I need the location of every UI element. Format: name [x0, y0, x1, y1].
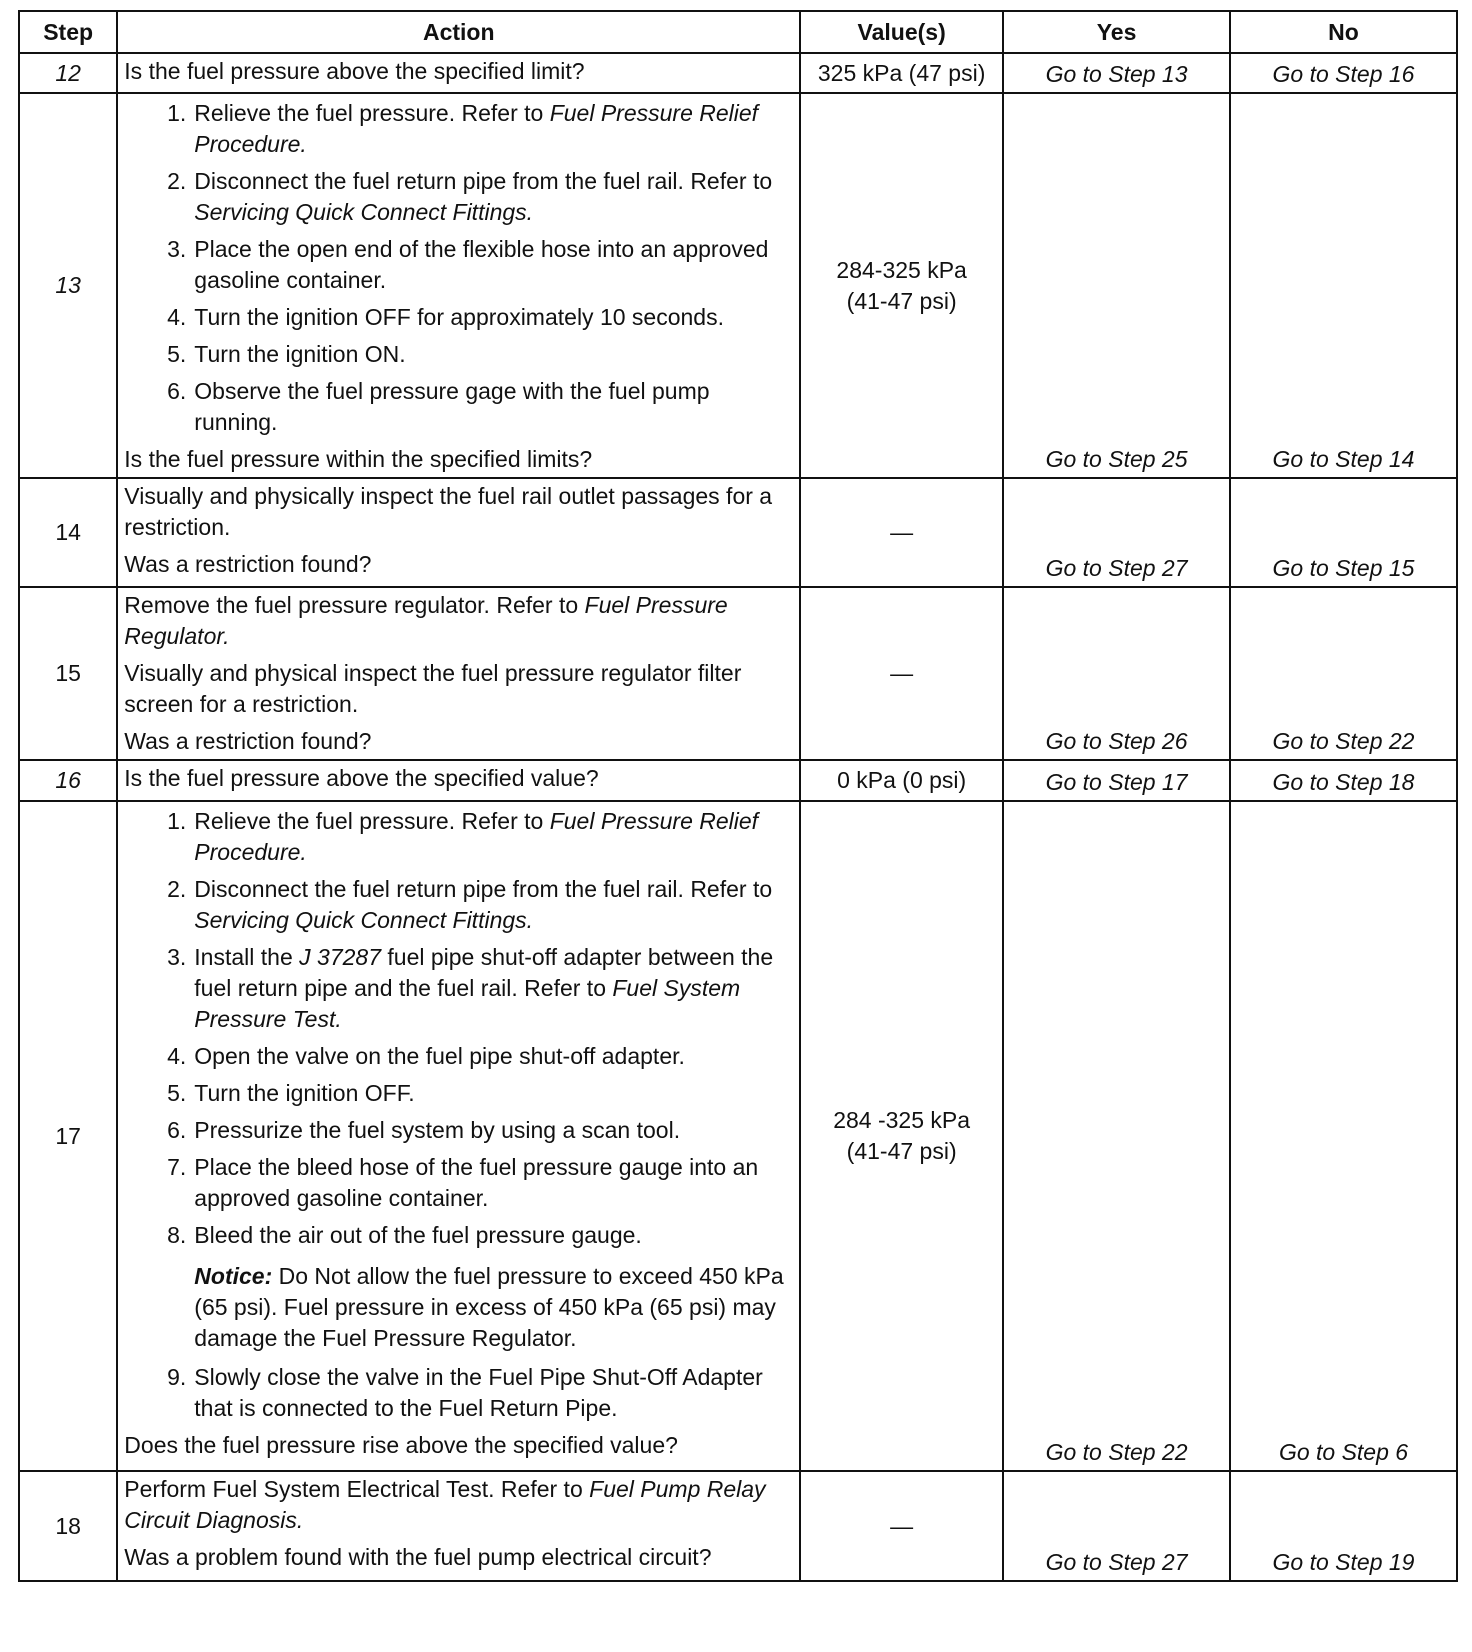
action-text: Visually and physical inspect the fuel pressure regulator filter screen for a restriction.	[124, 660, 742, 717]
table-row	[19, 760, 1457, 801]
value-cell	[800, 801, 1003, 1471]
list-item: 2. Disconnect the fuel return pipe from the fuel rail. Refer to Servicing Quick Connect Fittings.	[167, 168, 773, 225]
list-item: 6. Pressurize the fuel system by using a scan tool.	[167, 1117, 681, 1143]
action-cell	[117, 478, 800, 587]
value-line: 284 -325 kPa	[833, 1107, 971, 1133]
list-item: 5. Turn the ignition ON.	[167, 341, 406, 367]
header-no: No	[1230, 11, 1457, 53]
diagnostic-page	[18, 10, 1458, 1582]
header-row	[19, 11, 1457, 53]
action-cell	[117, 1471, 800, 1581]
yes-cell: Go to Step 22	[1003, 801, 1230, 1471]
question-text: Is the fuel pressure above the specified limit?	[124, 58, 585, 84]
no-cell: Go to Step 22	[1230, 587, 1457, 760]
list-item: 1. Relieve the fuel pressure. Refer to Fuel Pressure Relief Procedure.	[167, 808, 759, 865]
action-cell	[117, 801, 800, 1471]
step-number: 18	[19, 1471, 117, 1581]
step-number: 13	[19, 93, 117, 478]
header-yes: Yes	[1003, 11, 1230, 53]
step-number: 12	[19, 53, 117, 93]
no-cell: Go to Step 6	[1230, 801, 1457, 1471]
step-number: 15	[19, 587, 117, 760]
yes-cell: Go to Step 25	[1003, 93, 1230, 478]
yes-cell: Go to Step 26	[1003, 587, 1230, 760]
header-values: Value(s)	[800, 11, 1003, 53]
procedure-list	[124, 98, 791, 438]
question-text: Is the fuel pressure above the specified value?	[124, 765, 599, 791]
action-cell	[117, 760, 800, 801]
yes-cell: Go to Step 13	[1003, 53, 1230, 93]
notice-text: Notice: Do Not allow the fuel pressure to exceed 450 kPa (65 psi). Fuel pressure in excess of 450 kPa (65 psi) may damage the Fuel Pressure Regulator.	[194, 1263, 784, 1351]
procedure-list	[124, 1362, 791, 1424]
table-row	[19, 53, 1457, 93]
procedure-list	[124, 806, 791, 1251]
step-number: 16	[19, 760, 117, 801]
no-cell: Go to Step 15	[1230, 478, 1457, 587]
list-item: 9. Slowly close the valve in the Fuel Pipe Shut-Off Adapter that is connected to the Fuel Return Pipe.	[167, 1364, 763, 1421]
action-text: Perform Fuel System Electrical Test. Refer to Fuel Pump Relay Circuit Diagnosis.	[124, 1476, 766, 1533]
action-cell	[117, 587, 800, 760]
question-text: Is the fuel pressure within the specified limits?	[124, 446, 593, 472]
step-number: 17	[19, 801, 117, 1471]
list-item: 4. Turn the ignition OFF for approximately 10 seconds.	[167, 304, 724, 330]
yes-cell: Go to Step 27	[1003, 1471, 1230, 1581]
no-cell: Go to Step 14	[1230, 93, 1457, 478]
action-cell	[117, 53, 800, 93]
value-cell	[800, 93, 1003, 478]
table-row	[19, 801, 1457, 1471]
table-row	[19, 93, 1457, 478]
list-item: 5. Turn the ignition OFF.	[167, 1080, 415, 1106]
header-action: Action	[117, 11, 800, 53]
question-text: Was a restriction found?	[124, 728, 372, 754]
value-cell: 325 kPa (47 psi)	[800, 53, 1003, 93]
value-line: (41-47 psi)	[846, 1138, 957, 1164]
action-text: Remove the fuel pressure regulator. Refer to Fuel Pressure Regulator.	[124, 592, 728, 649]
table-row	[19, 478, 1457, 587]
header-step: Step	[19, 11, 117, 53]
list-item: 3. Install the J 37287 fuel pipe shut-off adapter between the fuel return pipe and the fuel rail. Refer to Fuel System Pressure Test.	[167, 944, 774, 1032]
no-cell: Go to Step 16	[1230, 53, 1457, 93]
value-cell: 0 kPa (0 psi)	[800, 760, 1003, 801]
list-item: 6. Observe the fuel pressure gage with the fuel pump running.	[167, 378, 710, 435]
yes-cell: Go to Step 27	[1003, 478, 1230, 587]
value-line: (41-47 psi)	[846, 287, 957, 314]
value-line: 284-325 kPa	[836, 256, 967, 283]
value-cell: —	[800, 1471, 1003, 1581]
list-item: 4. Open the valve on the fuel pipe shut-off adapter.	[167, 1043, 685, 1069]
yes-cell: Go to Step 17	[1003, 760, 1230, 801]
question-text: Was a problem found with the fuel pump electrical circuit?	[124, 1544, 712, 1570]
list-item: 8. Bleed the air out of the fuel pressure gauge.	[167, 1222, 642, 1248]
question-text: Was a restriction found?	[124, 551, 372, 577]
list-item: 1. Relieve the fuel pressure. Refer to Fuel Pressure Relief Procedure.	[167, 100, 759, 157]
step-number: 14	[19, 478, 117, 587]
no-cell: Go to Step 18	[1230, 760, 1457, 801]
list-item: 7. Place the bleed hose of the fuel pressure gauge into an approved gasoline container.	[167, 1154, 759, 1211]
value-cell: —	[800, 587, 1003, 760]
action-text: Visually and physically inspect the fuel rail outlet passages for a restriction.	[124, 483, 773, 540]
value-cell: —	[800, 478, 1003, 587]
table-row	[19, 587, 1457, 760]
list-item: 2. Disconnect the fuel return pipe from the fuel rail. Refer to Servicing Quick Connect Fittings.	[167, 876, 773, 933]
no-cell: Go to Step 19	[1230, 1471, 1457, 1581]
action-cell	[117, 93, 800, 478]
table-row	[19, 1471, 1457, 1581]
diagnostic-table	[18, 10, 1458, 1582]
question-text: Does the fuel pressure rise above the specified value?	[124, 1432, 678, 1458]
list-item: 3. Place the open end of the flexible hose into an approved gasoline container.	[167, 236, 769, 293]
